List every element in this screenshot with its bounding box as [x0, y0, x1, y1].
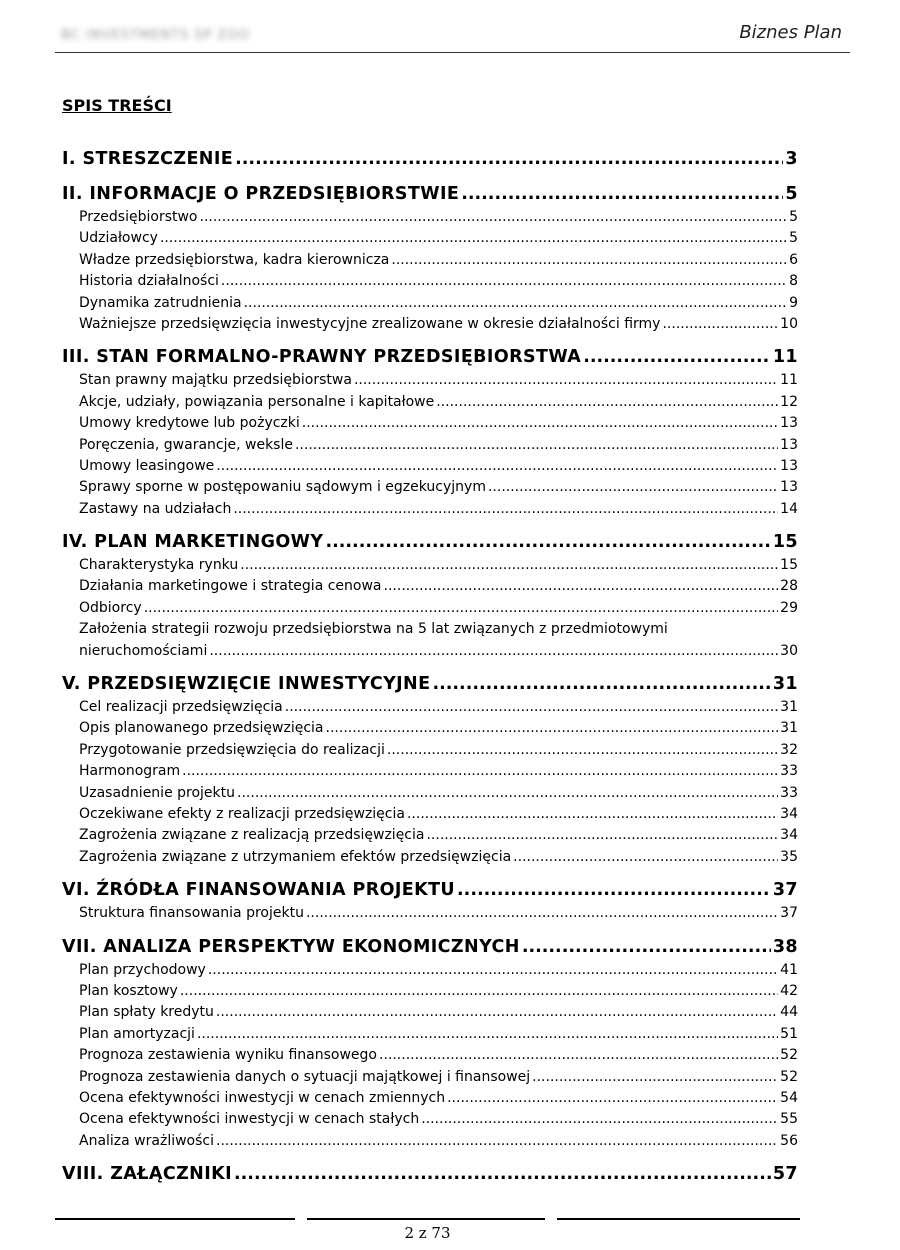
toc-leader-dots	[532, 1067, 778, 1088]
toc-leader-dots	[209, 641, 778, 662]
toc-leader-dots	[426, 825, 778, 846]
toc-item-entry[interactable]	[62, 847, 798, 868]
toc-item-title: Prognoza zestawienia danych o sytuacji majątkowej i finansowej	[79, 1068, 531, 1085]
toc-leader-dots	[216, 456, 778, 477]
toc-item-entry[interactable]	[62, 1045, 798, 1066]
toc-item-title: Historia działalności	[79, 273, 219, 290]
toc-item-page: 44	[780, 1004, 798, 1021]
toc-item-page: 12	[780, 393, 798, 410]
toc-leader-dots	[488, 477, 778, 498]
toc-item-entry[interactable]	[62, 903, 798, 924]
footer-rule-segment	[307, 1218, 545, 1220]
toc-item-title: Charakterystyka rynku	[79, 557, 239, 574]
toc-section-page: 37	[772, 880, 798, 901]
toc-item-title: Umowy leasingowe	[79, 457, 215, 474]
toc-item-entry[interactable]	[62, 555, 798, 576]
toc-leader-dots	[306, 903, 778, 924]
toc-item-title: Oczekiwane efekty z realizacji przedsięwzięcia	[79, 805, 405, 822]
toc-leader-dots	[160, 228, 787, 249]
toc-section-entry[interactable]	[62, 181, 798, 207]
toc-item-title: Zastawy na udziałach	[79, 500, 232, 517]
toc-leader-dots	[295, 435, 778, 456]
toc-item-entry[interactable]	[62, 641, 798, 662]
toc-item-title: Opis planowanego przedsięwzięcia	[79, 720, 324, 737]
toc-leader-dots	[144, 598, 778, 619]
footer-rule-segment	[557, 1218, 800, 1220]
toc-leader-dots	[221, 271, 787, 292]
toc-item-entry[interactable]	[62, 250, 798, 271]
toc-item-title: Ocena efektywności inwestycji w cenach stałych	[79, 1111, 420, 1128]
toc-section-entry[interactable]	[62, 344, 798, 370]
toc-leader-dots	[387, 740, 778, 761]
toc-item-entry[interactable]	[62, 1067, 798, 1088]
toc-item-title: Zagrożenia związane z realizacją przedsięwzięcia	[79, 827, 425, 844]
toc-leader-dots	[461, 181, 783, 207]
toc-leader-dots	[233, 499, 778, 520]
toc-leader-dots	[208, 960, 778, 981]
toc-item-entry[interactable]	[62, 435, 798, 456]
toc-item-title: Poręczenia, gwarancje, weksle	[79, 436, 293, 453]
toc-leader-dots	[447, 1088, 778, 1109]
toc-item-page: 15	[780, 557, 798, 574]
toc-item-page: 5	[789, 209, 798, 225]
toc-item-entry[interactable]	[62, 697, 798, 718]
toc-item-page: 13	[780, 415, 798, 432]
toc-item-title: Uzasadnienie projektu	[79, 784, 236, 801]
toc-section-title: III. STAN FORMALNO-PRAWNY PRZEDSIĘBIORSTWA	[62, 347, 582, 368]
toc-leader-dots	[421, 1109, 778, 1130]
toc-item-entry[interactable]	[62, 314, 798, 335]
toc-item-title-line: Założenia strategii rozwoju przedsiębiorstwa na 5 lat związanych z przedmiotowymi	[79, 621, 668, 638]
toc-leader-dots	[407, 804, 778, 825]
toc-item-entry[interactable]	[62, 783, 798, 804]
page-number: 2 z 73	[404, 1224, 451, 1242]
toc-item-page: 30	[780, 642, 798, 659]
toc-item-page: 42	[780, 982, 798, 999]
toc-section-entry[interactable]	[62, 529, 798, 555]
toc-leader-dots	[391, 250, 787, 271]
toc-section-title: VI. ŹRÓDŁA FINANSOWANIA PROJEKTU	[62, 880, 456, 901]
toc-leader-dots	[662, 314, 778, 335]
footer-rule-segment	[55, 1218, 295, 1220]
toc-section-page: 11	[772, 347, 798, 368]
toc-item-entry[interactable]	[62, 1024, 798, 1045]
toc-item-page: 9	[789, 294, 798, 311]
toc-leader-dots	[432, 671, 770, 697]
toc-leader-dots	[436, 392, 778, 413]
toc-item-entry[interactable]	[62, 960, 798, 981]
toc-item-page: 34	[780, 805, 798, 822]
toc-section-page: 31	[772, 674, 798, 695]
toc-item-title: Struktura finansowania projektu	[79, 905, 304, 922]
toc-item-title: Cel realizacji przedsięwzięcia	[79, 699, 283, 716]
toc-leader-dots	[326, 718, 779, 739]
toc-item-page: 32	[780, 741, 798, 758]
toc-item-title: Sprawy sporne w postępowaniu sądowym i egzekucyjnym	[79, 479, 486, 496]
toc-item-title: Przedsiębiorstwo	[79, 209, 198, 225]
toc-section-page: 15	[772, 532, 798, 553]
toc-item-page: 41	[780, 961, 798, 978]
toc-item-entry[interactable]	[62, 207, 798, 228]
toc-item-page: 34	[780, 827, 798, 844]
toc-item-page: 13	[780, 436, 798, 453]
toc-item-entry[interactable]	[62, 1088, 798, 1109]
toc-item-entry[interactable]	[62, 804, 798, 825]
toc-item-title: Stan prawny majątku przedsiębiorstwa	[79, 372, 352, 389]
toc-item-page: 33	[780, 784, 798, 801]
toc-leader-dots	[200, 207, 788, 228]
toc-item-entry[interactable]	[62, 1109, 798, 1130]
toc-leader-dots	[244, 293, 787, 314]
toc-item-page: 13	[780, 479, 798, 496]
toc-leader-dots	[240, 555, 778, 576]
toc-section-title: IV. PLAN MARKETINGOWY	[62, 532, 324, 553]
toc-leader-dots	[285, 697, 778, 718]
toc-item-entry[interactable]	[62, 228, 798, 249]
toc-item-title: Ważniejsze przedsięwzięcia inwestycyjne zrealizowane w okresie działalności firmy	[79, 315, 661, 332]
toc-item-title: Odbiorcy	[79, 599, 142, 616]
toc-leader-dots	[583, 344, 771, 370]
toc-item-page: 11	[780, 372, 798, 389]
toc-item-title: Plan kosztowy	[79, 982, 178, 999]
toc-item-entry[interactable]	[62, 477, 798, 498]
page-header	[55, 18, 850, 53]
toc-item-entry[interactable]	[62, 825, 798, 846]
toc-item-page: 14	[780, 500, 798, 517]
toc-leader-dots	[180, 981, 778, 1002]
toc-item-entry[interactable]	[62, 576, 798, 597]
toc-item-title: Udziałowcy	[79, 230, 158, 247]
toc-leader-dots	[513, 847, 778, 868]
toc-leader-dots	[197, 1024, 778, 1045]
page-footer-rule	[55, 1218, 800, 1220]
toc-leader-dots	[325, 529, 770, 555]
toc-item-entry[interactable]	[62, 598, 798, 619]
toc-item-title: Przygotowanie przedsięwzięcia do realizacji	[79, 741, 385, 758]
toc-item-entry[interactable]	[62, 981, 798, 1002]
header-company-name: BC INVESTMENTS SP ZOO	[61, 28, 250, 43]
toc-section-title: II. INFORMACJE O PRZEDSIĘBIORSTWIE	[62, 184, 460, 204]
toc-item-title: Dynamika zatrudnienia	[79, 294, 242, 311]
toc-item-title: Harmonogram	[79, 763, 181, 780]
toc-item-page: 10	[780, 315, 798, 332]
toc-item-page: 54	[780, 1089, 798, 1106]
toc-item-page: 8	[789, 273, 798, 290]
toc-item-page: 33	[780, 763, 798, 780]
toc-item-entry[interactable]	[62, 718, 798, 739]
toc-item-title: Władze przedsiębiorstwa, kadra kierownicza	[79, 251, 390, 268]
toc-item-title: Umowy kredytowe lub pożyczki	[79, 415, 300, 432]
toc-item-entry[interactable]	[62, 761, 798, 782]
toc-item-title: Plan przychodowy	[79, 961, 206, 978]
toc-item-page: 51	[780, 1025, 798, 1042]
toc-item-entry[interactable]	[62, 413, 798, 434]
toc-item-entry[interactable]	[62, 499, 798, 520]
toc-item-entry[interactable]	[62, 271, 798, 292]
toc-leader-dots	[379, 1045, 778, 1066]
toc-item-title: Analiza wrażliwości	[79, 1132, 214, 1149]
toc-section-title: VIII. ZAŁĄCZNIKI	[62, 1164, 232, 1185]
toc-item-title: Zagrożenia związane z utrzymaniem efektów przedsięwzięcia	[79, 848, 512, 865]
table-of-contents	[62, 146, 798, 1187]
toc-section-page: 57	[772, 1164, 798, 1185]
toc-item-entry[interactable]	[62, 740, 798, 761]
toc-item-entry[interactable]	[62, 370, 798, 391]
toc-leader-dots	[384, 576, 779, 597]
toc-item-page: 28	[780, 578, 798, 595]
toc-section-page: 5	[785, 184, 798, 204]
toc-item-entry[interactable]	[62, 1131, 798, 1152]
toc-item-page: 13	[780, 457, 798, 474]
toc-item-title: Akcje, udziały, powiązania personalne i kapitałowe	[79, 393, 435, 410]
toc-item-title: Prognoza zestawienia wyniku finansowego	[79, 1047, 377, 1064]
toc-heading: SPIS TREŚCI	[62, 96, 172, 115]
toc-leader-dots	[354, 370, 778, 391]
toc-item-entry[interactable]	[62, 293, 798, 314]
toc-section-page: 3	[785, 149, 798, 169]
toc-item-page: 35	[780, 848, 798, 865]
toc-section-title: VII. ANALIZA PERSPEKTYW EKONOMICZNYCH	[62, 936, 520, 957]
toc-section-title: I. STRESZCZENIE	[62, 149, 234, 169]
toc-item-page: 56	[780, 1132, 798, 1149]
toc-item-title: Plan amortyzacji	[79, 1025, 195, 1042]
toc-item-page: 31	[780, 699, 798, 716]
toc-item-page: 52	[780, 1047, 798, 1064]
toc-leader-dots	[216, 1131, 778, 1152]
toc-leader-dots	[216, 1002, 778, 1023]
toc-item-page: 52	[780, 1068, 798, 1085]
toc-section-entry[interactable]	[62, 934, 798, 960]
toc-item-entry[interactable]	[62, 456, 798, 477]
toc-item-title: Plan spłaty kredytu	[79, 1004, 214, 1021]
toc-item-page: 5	[789, 230, 798, 247]
toc-section-entry[interactable]	[62, 1161, 798, 1187]
toc-leader-dots	[457, 877, 771, 903]
toc-leader-dots	[237, 783, 778, 804]
toc-leader-dots	[302, 413, 778, 434]
toc-leader-dots	[522, 934, 771, 960]
toc-section-title: V. PRZEDSIĘWZIĘCIE INWESTYCYJNE	[62, 674, 431, 695]
toc-item-entry[interactable]	[62, 392, 798, 413]
toc-item-title: Ocena efektywności inwestycji w cenach zmiennych	[79, 1089, 446, 1106]
toc-leader-dots	[234, 1161, 771, 1187]
toc-section-entry[interactable]	[62, 877, 798, 903]
toc-section-entry[interactable]	[62, 671, 798, 697]
toc-item-page: 6	[789, 251, 798, 268]
toc-leader-dots	[182, 761, 778, 782]
toc-item-page: 31	[780, 720, 798, 737]
header-title: Biznes Plan	[739, 22, 842, 43]
toc-item-title: nieruchomościami	[79, 642, 208, 659]
toc-item-entry[interactable]	[62, 1002, 798, 1023]
toc-section-entry[interactable]	[62, 146, 798, 172]
toc-item-page: 29	[780, 599, 798, 616]
toc-section-page: 38	[772, 936, 798, 957]
toc-item-title: Działania marketingowe i strategia cenowa	[79, 578, 382, 595]
toc-item-page: 37	[780, 905, 798, 922]
toc-item-page: 55	[780, 1111, 798, 1128]
toc-leader-dots	[235, 146, 783, 172]
